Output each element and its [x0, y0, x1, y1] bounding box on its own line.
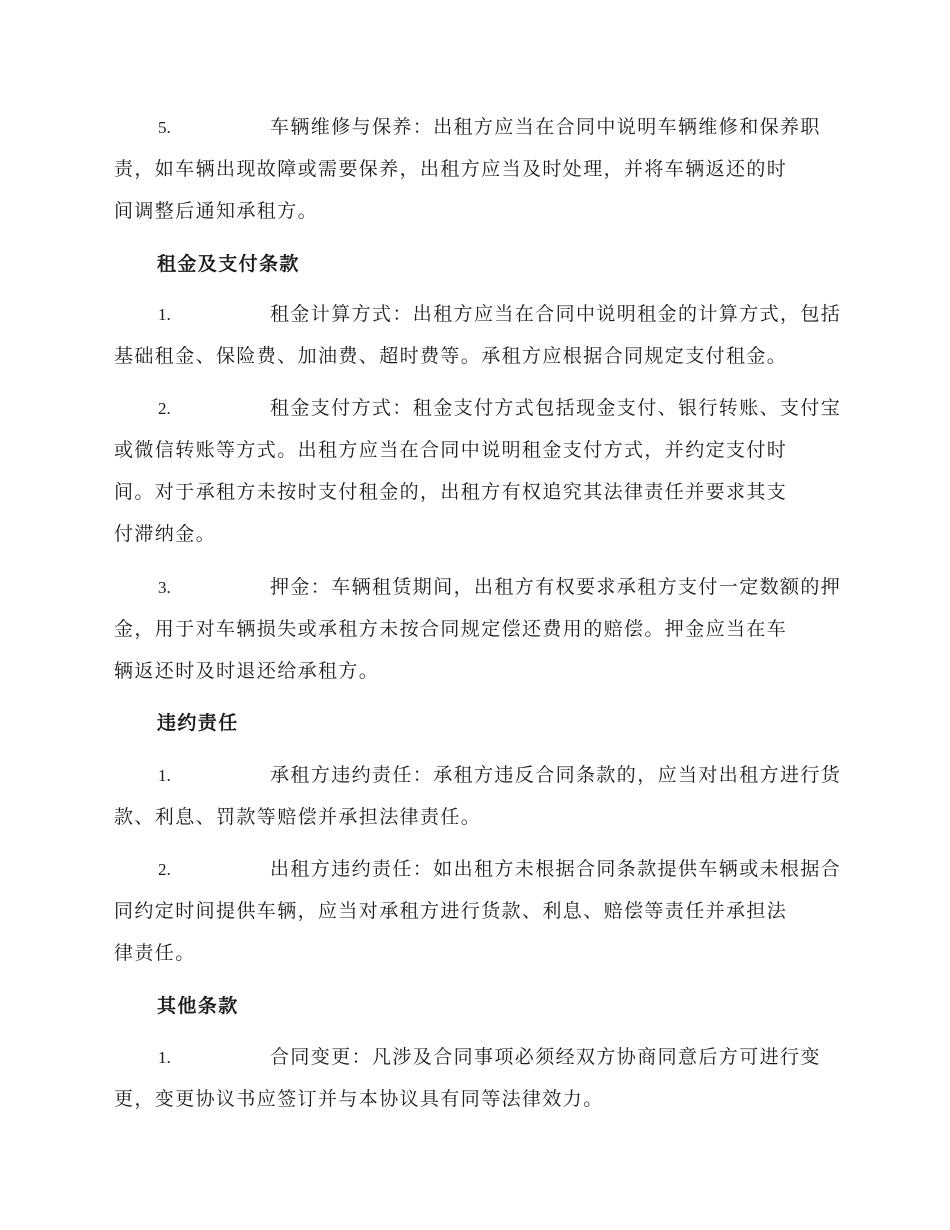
clause-number: 2.: [158, 399, 171, 418]
clause-text-line: 租金计算方式：出租方应当在合同中说明租金的计算方式，包括: [270, 303, 842, 325]
clause-1-rent-calculation: [114, 293, 842, 377]
clause-text-line: 责，如车辆出现故障或需要保养，出租方应当及时处理，并将车辆返还的时: [114, 158, 788, 180]
clause-5-maintenance: [114, 106, 834, 232]
section-heading-other-terms: 其他条款: [157, 995, 239, 1017]
clause-1-contract-change: [114, 1036, 834, 1120]
clause-text-line: 款、利息、罚款等赔偿并承担法律责任。: [114, 806, 482, 828]
clause-text-line: 出租方违约责任：如出租方未根据合同条款提供车辆或未根据合: [270, 858, 842, 880]
clause-text-line: 间调整后通知承租方。: [114, 200, 319, 222]
clause-text-line: 辆返还时及时退还给承租方。: [114, 660, 380, 682]
section-heading-breach-liability: 违约责任: [157, 712, 239, 734]
clause-text-line: 同约定时间提供车辆，应当对承租方进行货款、利息、赔偿等责任并承担法: [114, 900, 788, 922]
clause-text-line: 金，用于对车辆损失或承租方未按合同规定偿还费用的赔偿。押金应当在车: [114, 618, 788, 640]
clause-number: 2.: [158, 860, 171, 879]
clause-number: 1.: [158, 766, 171, 785]
clause-number: 1.: [158, 305, 171, 324]
clause-3-deposit: [114, 566, 842, 692]
clause-text-line: 租金支付方式：租金支付方式包括现金支付、银行转账、支付宝: [270, 397, 842, 419]
clause-text-line: 律责任。: [114, 942, 196, 964]
clause-2-rent-payment-method: [114, 387, 842, 555]
clause-number: 5.: [158, 118, 171, 137]
clause-text-line: 合同变更：凡涉及合同事项必须经双方协商同意后方可进行变: [270, 1046, 821, 1068]
clause-text-line: 押金：车辆租赁期间，出租方有权要求承租方支付一定数额的押: [270, 576, 842, 598]
clause-text-line: 车辆维修与保养：出租方应当在合同中说明车辆维修和保养职: [270, 116, 821, 138]
clause-text-line: 付滞纳金。: [114, 523, 217, 545]
clause-number: 3.: [158, 578, 171, 597]
clause-1-lessee-breach: [114, 754, 842, 838]
section-heading-rent-payment: 租金及支付条款: [157, 253, 300, 275]
clause-text-line: 承租方违约责任：承租方违反合同条款的，应当对出租方进行货: [270, 764, 842, 786]
clause-text-line: 间。对于承租方未按时支付租金的，出租方有权追究其法律责任并要求其支: [114, 481, 788, 503]
clause-text-line: 或微信转账等方式。出租方应当在合同中说明租金支付方式，并约定支付时: [114, 439, 788, 461]
clause-number: 1.: [158, 1048, 171, 1067]
clause-text-line: 基础租金、保险费、加油费、超时费等。承租方应根据合同规定支付租金。: [114, 345, 788, 367]
clause-text-line: 更，变更协议书应签订并与本协议具有同等法律效力。: [114, 1088, 604, 1110]
clause-2-lessor-breach: [114, 848, 842, 974]
